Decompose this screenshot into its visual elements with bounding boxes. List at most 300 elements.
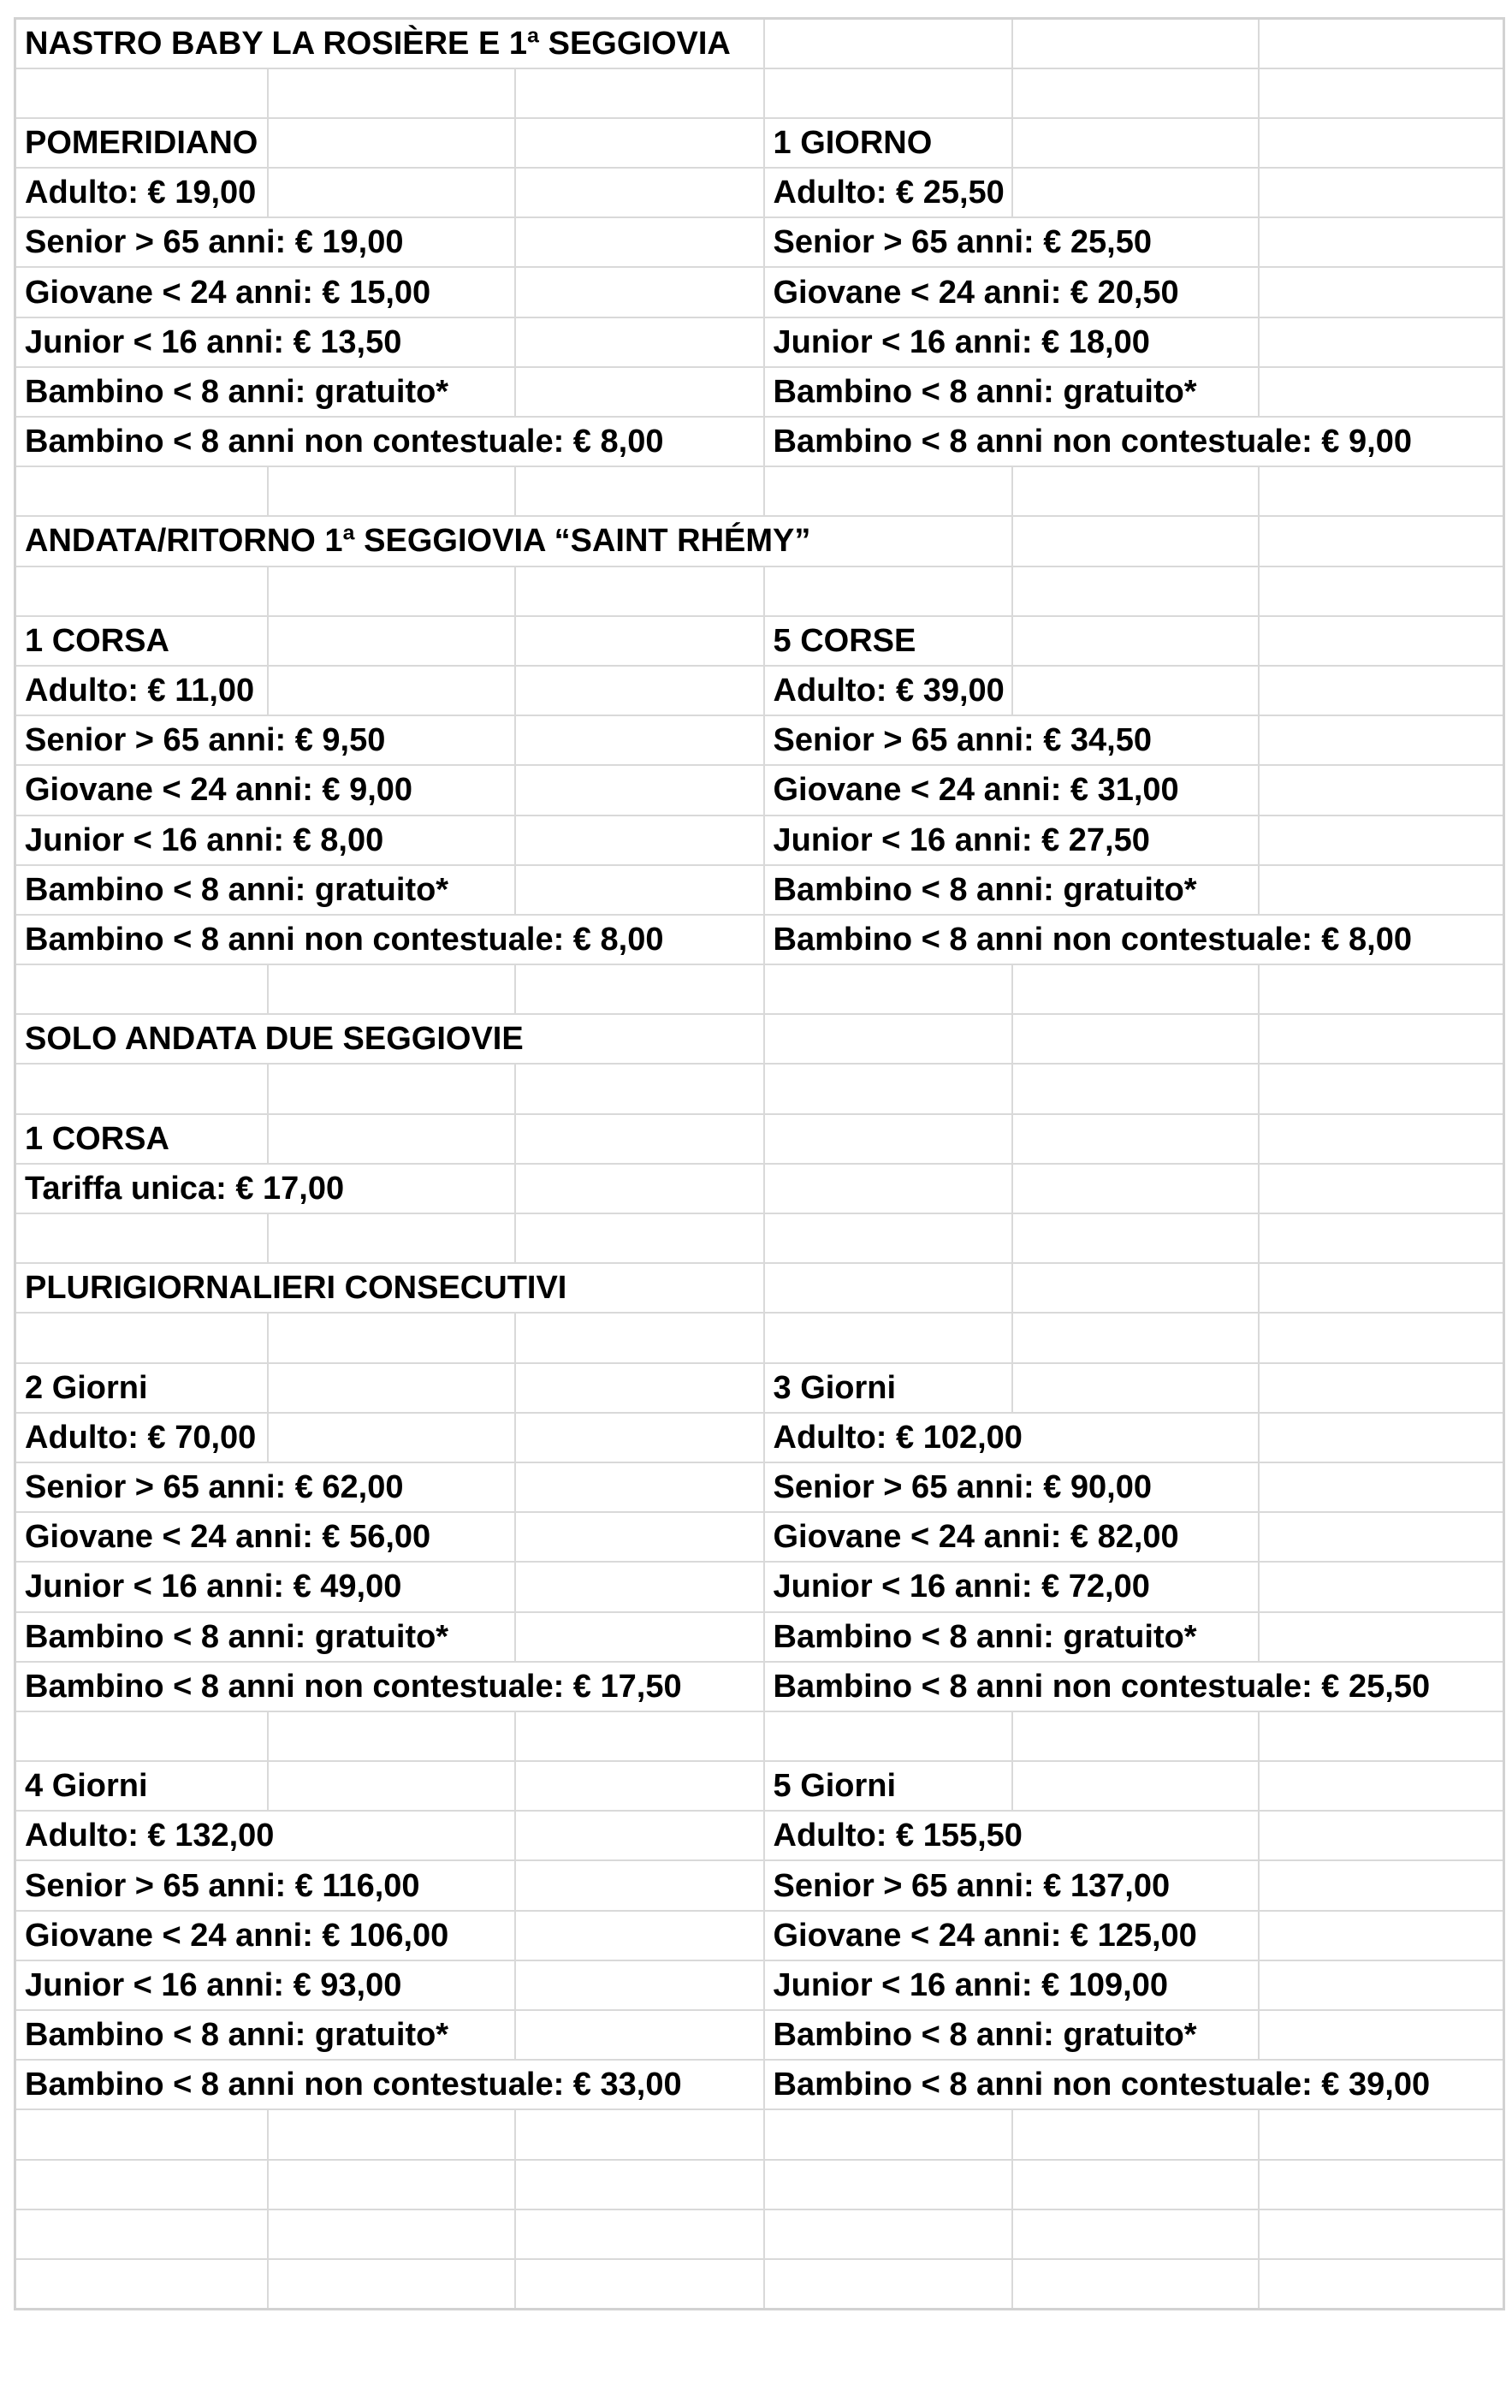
- empty-cell: [268, 964, 515, 1014]
- empty-cell: [1012, 1213, 1259, 1263]
- price-cell: [15, 765, 515, 815]
- empty-cell: [15, 566, 268, 616]
- empty-cell: [15, 1213, 268, 1263]
- table-row: [15, 1064, 1504, 1113]
- cell-text: Junior < 16 anni: € 8,00: [25, 821, 384, 858]
- empty-cell: [1012, 68, 1259, 118]
- empty-cell: [1259, 566, 1504, 616]
- price-cell: [764, 1562, 1259, 1611]
- price-cell: [15, 1562, 515, 1611]
- price-cell: [764, 1413, 1259, 1462]
- table-row: [15, 1462, 1504, 1512]
- table-row: [15, 1512, 1504, 1562]
- empty-cell: [764, 1313, 1012, 1362]
- price-cell: [15, 1014, 764, 1064]
- empty-cell: [1259, 1761, 1504, 1811]
- empty-cell: [1259, 1960, 1504, 2010]
- empty-cell: [1259, 2209, 1504, 2259]
- empty-cell: [1012, 1114, 1259, 1164]
- empty-cell: [1012, 1064, 1259, 1113]
- empty-cell: [515, 1164, 764, 1213]
- empty-cell: [515, 1363, 764, 1413]
- empty-cell: [1259, 1313, 1504, 1362]
- empty-cell: [515, 1064, 764, 1113]
- price-cell: [15, 816, 515, 865]
- empty-cell: [515, 367, 764, 417]
- empty-cell: [1012, 1363, 1259, 1413]
- empty-cell: [764, 19, 1012, 68]
- cell-text: Senior > 65 anni: € 90,00: [773, 1469, 1152, 1506]
- empty-cell: [1259, 1811, 1504, 1860]
- empty-cell: [764, 68, 1012, 118]
- price-cell: [15, 1413, 268, 1462]
- price-cell: [15, 168, 268, 217]
- price-cell: [764, 1363, 1012, 1413]
- empty-cell: [1012, 118, 1259, 168]
- empty-cell: [15, 2259, 268, 2309]
- empty-cell: [515, 715, 764, 765]
- price-cell: [15, 1363, 268, 1413]
- empty-cell: [1012, 1263, 1259, 1313]
- price-cell: [15, 1960, 515, 2010]
- empty-cell: [1012, 466, 1259, 516]
- price-cell: [764, 417, 1504, 466]
- empty-cell: [1259, 217, 1504, 267]
- cell-text: Junior < 16 anni: € 109,00: [773, 1966, 1168, 2003]
- cell-text: Bambino < 8 anni: gratuito*: [773, 871, 1197, 908]
- empty-cell: [1259, 666, 1504, 715]
- empty-cell: [1259, 1263, 1504, 1313]
- empty-cell: [764, 2109, 1012, 2159]
- empty-cell: [1259, 1462, 1504, 1512]
- empty-cell: [1259, 1413, 1504, 1462]
- price-cell: [764, 217, 1259, 267]
- cell-text: NASTRO BABY LA ROSIÈRE E 1ª SEGGIOVIA: [25, 25, 731, 62]
- price-cell: [15, 516, 1012, 566]
- empty-cell: [1259, 1014, 1504, 1064]
- cell-text: Adulto: € 19,00: [25, 175, 257, 211]
- cell-text: Giovane < 24 anni: € 20,50: [773, 274, 1179, 311]
- empty-cell: [764, 1263, 1012, 1313]
- empty-cell: [15, 466, 268, 516]
- empty-cell: [1012, 616, 1259, 666]
- empty-cell: [1012, 1761, 1259, 1811]
- cell-text: Giovane < 24 anni: € 56,00: [25, 1519, 431, 1556]
- price-cell: [764, 1612, 1259, 1662]
- cell-text: Adulto: € 155,50: [773, 1818, 1023, 1854]
- empty-cell: [764, 2259, 1012, 2309]
- cell-text: Giovane < 24 anni: € 31,00: [773, 772, 1179, 809]
- empty-cell: [515, 2160, 764, 2209]
- price-cell: [764, 1860, 1259, 1910]
- table-row: [15, 1313, 1504, 1362]
- price-cell: [15, 1462, 515, 1512]
- cell-text: Senior > 65 anni: € 116,00: [25, 1867, 420, 1904]
- empty-cell: [1259, 1064, 1504, 1113]
- table-row: [15, 1263, 1504, 1313]
- empty-cell: [1012, 566, 1259, 616]
- empty-cell: [515, 566, 764, 616]
- table-row: [15, 1562, 1504, 1611]
- empty-cell: [515, 68, 764, 118]
- table-row: [15, 1413, 1504, 1462]
- empty-cell: [15, 964, 268, 1014]
- empty-cell: [1012, 19, 1259, 68]
- price-cell: [15, 1811, 515, 1860]
- empty-cell: [268, 666, 515, 715]
- empty-cell: [1259, 865, 1504, 915]
- empty-cell: [515, 964, 764, 1014]
- empty-cell: [268, 68, 515, 118]
- price-cell: [15, 118, 268, 168]
- empty-cell: [515, 616, 764, 666]
- cell-text: 1 CORSA: [25, 1120, 169, 1157]
- price-cell: [15, 2010, 515, 2060]
- empty-cell: [1259, 466, 1504, 516]
- price-cell: [15, 865, 515, 915]
- price-cell: [764, 816, 1259, 865]
- price-cell: [764, 666, 1012, 715]
- table-row: [15, 964, 1504, 1014]
- empty-cell: [1259, 1114, 1504, 1164]
- empty-cell: [268, 1413, 515, 1462]
- price-cell: [15, 616, 268, 666]
- cell-text: ANDATA/RITORNO 1ª SEGGIOVIA “SAINT RHÉMY”: [25, 523, 811, 560]
- table-row: [15, 466, 1504, 516]
- cell-text: Bambino < 8 anni non contestuale: € 8,00: [25, 921, 664, 958]
- cell-text: 3 Giorni: [773, 1369, 897, 1406]
- empty-cell: [515, 2259, 764, 2309]
- table-row: [15, 2160, 1504, 2209]
- empty-cell: [268, 2160, 515, 2209]
- table-row: [15, 915, 1504, 964]
- empty-cell: [764, 964, 1012, 1014]
- empty-cell: [268, 1064, 515, 1113]
- table-row: [15, 1114, 1504, 1164]
- cell-text: Bambino < 8 anni non contestuale: € 8,00: [773, 921, 1412, 958]
- cell-text: 1 CORSA: [25, 622, 169, 659]
- price-cell: [764, 2010, 1259, 2060]
- empty-cell: [515, 217, 764, 267]
- table-row: [15, 516, 1504, 566]
- empty-cell: [15, 68, 268, 118]
- empty-cell: [1259, 367, 1504, 417]
- empty-cell: [268, 2109, 515, 2159]
- empty-cell: [268, 1761, 515, 1811]
- price-cell: [764, 1512, 1259, 1562]
- empty-cell: [515, 1761, 764, 1811]
- price-cell: [15, 317, 515, 367]
- empty-cell: [515, 1562, 764, 1611]
- empty-cell: [1259, 1213, 1504, 1263]
- price-cell: [15, 1860, 515, 1910]
- empty-cell: [15, 2160, 268, 2209]
- empty-cell: [764, 1114, 1012, 1164]
- table-row: [15, 1662, 1504, 1711]
- empty-cell: [1259, 1562, 1504, 1611]
- empty-cell: [268, 566, 515, 616]
- table-row: [15, 19, 1504, 68]
- empty-cell: [515, 466, 764, 516]
- empty-cell: [1012, 666, 1259, 715]
- empty-cell: [515, 865, 764, 915]
- price-cell: [764, 1811, 1259, 1860]
- table-row: [15, 118, 1504, 168]
- table-row: [15, 1860, 1504, 1910]
- table-row: [15, 1213, 1504, 1263]
- empty-cell: [1259, 317, 1504, 367]
- table-row: [15, 267, 1504, 317]
- empty-cell: [1012, 2209, 1259, 2259]
- table-row: [15, 715, 1504, 765]
- cell-text: Giovane < 24 anni: € 15,00: [25, 274, 431, 311]
- table-row: [15, 417, 1504, 466]
- cell-text: 4 Giorni: [25, 1768, 148, 1805]
- empty-cell: [1259, 2160, 1504, 2209]
- empty-cell: [15, 2209, 268, 2259]
- table-row: [15, 816, 1504, 865]
- price-cell: [764, 765, 1259, 815]
- empty-cell: [1259, 118, 1504, 168]
- cell-text: Adulto: € 102,00: [773, 1419, 1023, 1456]
- cell-text: Bambino < 8 anni: gratuito*: [25, 373, 449, 410]
- empty-cell: [268, 118, 515, 168]
- cell-text: Bambino < 8 anni: gratuito*: [25, 1618, 449, 1655]
- table-row: [15, 1612, 1504, 1662]
- empty-cell: [1259, 964, 1504, 1014]
- empty-cell: [764, 466, 1012, 516]
- empty-cell: [515, 816, 764, 865]
- cell-text: 5 CORSE: [773, 622, 916, 659]
- empty-cell: [1259, 516, 1504, 566]
- cell-text: Bambino < 8 anni: gratuito*: [773, 2017, 1197, 2054]
- empty-cell: [1259, 1612, 1504, 1662]
- cell-text: Senior > 65 anni: € 25,50: [773, 224, 1152, 261]
- cell-text: Giovane < 24 anni: € 82,00: [773, 1519, 1179, 1556]
- price-cell: [15, 1761, 268, 1811]
- cell-text: Bambino < 8 anni non contestuale: € 33,00: [25, 2067, 682, 2103]
- table-row: [15, 1911, 1504, 1960]
- empty-cell: [1012, 168, 1259, 217]
- empty-cell: [1259, 616, 1504, 666]
- pricing-table: [14, 17, 1505, 2310]
- cell-text: Senior > 65 anni: € 34,50: [773, 722, 1152, 759]
- cell-text: POMERIDIANO: [25, 124, 258, 161]
- empty-cell: [515, 1313, 764, 1362]
- empty-cell: [764, 1213, 1012, 1263]
- empty-cell: [1259, 816, 1504, 865]
- empty-cell: [515, 1413, 764, 1462]
- table-row: [15, 1363, 1504, 1413]
- empty-cell: [1259, 1164, 1504, 1213]
- table-row: [15, 666, 1504, 715]
- empty-cell: [15, 2109, 268, 2159]
- cell-text: PLURIGIORNALIERI CONSECUTIVI: [25, 1270, 567, 1307]
- empty-cell: [515, 1612, 764, 1662]
- cell-text: Junior < 16 anni: € 49,00: [25, 1569, 402, 1605]
- empty-cell: [1012, 2160, 1259, 2209]
- empty-cell: [1259, 715, 1504, 765]
- empty-cell: [515, 1114, 764, 1164]
- cell-text: Giovane < 24 anni: € 106,00: [25, 1917, 449, 1954]
- cell-text: Giovane < 24 anni: € 125,00: [773, 1917, 1197, 1954]
- empty-cell: [1259, 765, 1504, 815]
- empty-cell: [1012, 1164, 1259, 1213]
- empty-cell: [515, 1911, 764, 1960]
- table-row: [15, 1164, 1504, 1213]
- empty-cell: [515, 666, 764, 715]
- empty-cell: [15, 1064, 268, 1113]
- empty-cell: [515, 267, 764, 317]
- empty-cell: [268, 616, 515, 666]
- price-cell: [764, 2060, 1504, 2109]
- empty-cell: [1259, 168, 1504, 217]
- empty-cell: [1012, 1313, 1259, 1362]
- empty-cell: [515, 2010, 764, 2060]
- table-row: [15, 2010, 1504, 2060]
- empty-cell: [1259, 19, 1504, 68]
- price-cell: [15, 1612, 515, 1662]
- empty-cell: [515, 317, 764, 367]
- table-row: [15, 1960, 1504, 2010]
- empty-cell: [515, 1462, 764, 1512]
- cell-text: Bambino < 8 anni non contestuale: € 8,00: [25, 424, 664, 460]
- table-row: [15, 367, 1504, 417]
- empty-cell: [515, 2209, 764, 2259]
- empty-cell: [268, 1213, 515, 1263]
- empty-cell: [1012, 2109, 1259, 2159]
- price-cell: [764, 1911, 1259, 1960]
- empty-cell: [764, 2209, 1012, 2259]
- cell-text: Adulto: € 39,00: [773, 673, 1005, 709]
- empty-cell: [764, 1014, 1012, 1064]
- cell-text: Junior < 16 anni: € 27,50: [773, 821, 1150, 858]
- empty-cell: [515, 118, 764, 168]
- empty-cell: [268, 1363, 515, 1413]
- empty-cell: [515, 168, 764, 217]
- price-cell: [764, 1761, 1012, 1811]
- empty-cell: [1259, 1711, 1504, 1761]
- cell-text: Junior < 16 anni: € 13,50: [25, 323, 402, 360]
- cell-text: Junior < 16 anni: € 72,00: [773, 1569, 1150, 1605]
- price-sheet: [14, 17, 1505, 2310]
- price-cell: [15, 1263, 764, 1313]
- table-row: [15, 2109, 1504, 2159]
- table-row: [15, 865, 1504, 915]
- table-row: [15, 566, 1504, 616]
- cell-text: Bambino < 8 anni: gratuito*: [773, 1618, 1197, 1655]
- table-row: [15, 2060, 1504, 2109]
- price-cell: [764, 915, 1504, 964]
- price-cell: [764, 1462, 1259, 1512]
- price-cell: [15, 1114, 268, 1164]
- cell-text: Bambino < 8 anni: gratuito*: [25, 2017, 449, 2054]
- price-cell: [764, 118, 1012, 168]
- cell-text: Bambino < 8 anni non contestuale: € 39,00: [773, 2067, 1431, 2103]
- table-row: [15, 2259, 1504, 2309]
- price-cell: [15, 666, 268, 715]
- price-cell: [15, 367, 515, 417]
- table-row: [15, 765, 1504, 815]
- empty-cell: [1259, 1860, 1504, 1910]
- empty-cell: [1259, 2109, 1504, 2159]
- cell-text: 5 Giorni: [773, 1768, 897, 1805]
- empty-cell: [515, 2109, 764, 2159]
- price-cell: [764, 1960, 1259, 2010]
- price-cell: [15, 417, 764, 466]
- empty-cell: [515, 1960, 764, 2010]
- empty-cell: [268, 2209, 515, 2259]
- empty-cell: [1012, 2259, 1259, 2309]
- price-cell: [764, 1662, 1504, 1711]
- price-cell: [15, 267, 515, 317]
- empty-cell: [1259, 2010, 1504, 2060]
- cell-text: Senior > 65 anni: € 9,50: [25, 722, 386, 759]
- cell-text: 2 Giorni: [25, 1369, 148, 1406]
- price-cell: [764, 616, 1012, 666]
- empty-cell: [515, 1711, 764, 1761]
- cell-text: Tariffa unica: € 17,00: [25, 1170, 345, 1207]
- table-row: [15, 616, 1504, 666]
- cell-text: Junior < 16 anni: € 93,00: [25, 1966, 402, 2003]
- empty-cell: [764, 1164, 1012, 1213]
- empty-cell: [268, 1313, 515, 1362]
- empty-cell: [268, 466, 515, 516]
- empty-cell: [1259, 2259, 1504, 2309]
- price-cell: [764, 865, 1259, 915]
- empty-cell: [268, 1114, 515, 1164]
- table-row: [15, 217, 1504, 267]
- price-cell: [15, 715, 515, 765]
- table-row: [15, 68, 1504, 118]
- empty-cell: [1012, 516, 1259, 566]
- empty-cell: [515, 1512, 764, 1562]
- price-cell: [15, 217, 515, 267]
- empty-cell: [515, 1213, 764, 1263]
- table-row: [15, 2209, 1504, 2259]
- cell-text: Bambino < 8 anni non contestuale: € 25,50: [773, 1668, 1431, 1705]
- empty-cell: [1259, 267, 1504, 317]
- table-row: [15, 1811, 1504, 1860]
- table-row: [15, 168, 1504, 217]
- price-cell: [15, 1512, 515, 1562]
- price-cell: [15, 1164, 515, 1213]
- cell-text: Senior > 65 anni: € 62,00: [25, 1469, 404, 1506]
- empty-cell: [764, 1711, 1012, 1761]
- empty-cell: [1259, 1911, 1504, 1960]
- price-cell: [764, 168, 1012, 217]
- empty-cell: [268, 1711, 515, 1761]
- empty-cell: [268, 168, 515, 217]
- empty-cell: [1012, 1014, 1259, 1064]
- price-cell: [764, 367, 1259, 417]
- cell-text: Bambino < 8 anni non contestuale: € 17,50: [25, 1668, 682, 1705]
- empty-cell: [764, 2160, 1012, 2209]
- cell-text: 1 GIORNO: [773, 124, 933, 161]
- price-cell: [764, 267, 1259, 317]
- cell-text: Senior > 65 anni: € 137,00: [773, 1867, 1171, 1904]
- cell-text: Giovane < 24 anni: € 9,00: [25, 772, 413, 809]
- price-cell: [15, 915, 764, 964]
- table-row: [15, 1761, 1504, 1811]
- empty-cell: [1012, 964, 1259, 1014]
- price-cell: [15, 2060, 764, 2109]
- price-cell: [764, 317, 1259, 367]
- cell-text: Adulto: € 70,00: [25, 1419, 257, 1456]
- price-cell: [15, 19, 764, 68]
- cell-text: Bambino < 8 anni: gratuito*: [773, 373, 1197, 410]
- empty-cell: [1259, 1512, 1504, 1562]
